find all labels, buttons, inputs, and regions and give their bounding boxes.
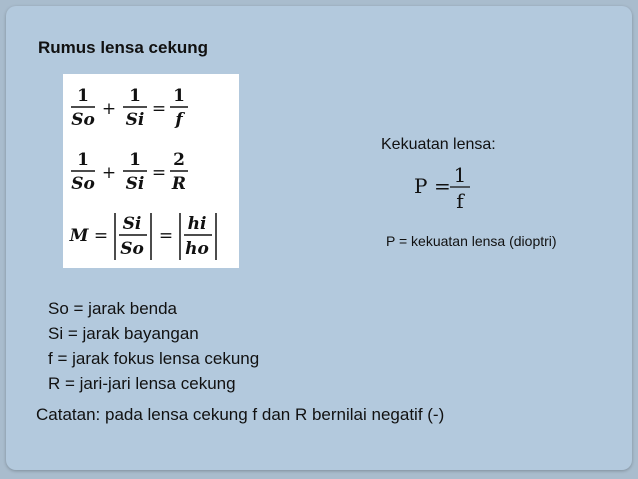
definition-so: So = jarak benda	[48, 299, 178, 318]
eq3-numerator-2: hi	[187, 214, 207, 234]
eq3-equals-1: =	[93, 226, 109, 246]
definition-si: Si = jarak bayangan	[48, 324, 199, 343]
eq3-denominator-2: ho	[185, 239, 209, 259]
eq2-equals: =	[151, 163, 167, 183]
power-denominator: f	[456, 189, 464, 213]
definition-r: R = jari-jari lensa cekung	[48, 374, 236, 393]
eq1-equals: =	[151, 99, 167, 119]
lens-power-description: P = kekuatan lensa (dioptri)	[386, 233, 557, 249]
definitions-list	[48, 296, 259, 396]
eq2-numerator-1: 1	[77, 150, 89, 170]
lens-formula-image	[63, 74, 239, 268]
power-numerator: 1	[453, 163, 467, 187]
power-equals: =	[434, 174, 451, 198]
eq2-numerator-3: 2	[173, 150, 185, 170]
lens-power-label: Kekuatan lensa:	[381, 136, 496, 153]
eq1-numerator-2: 1	[129, 86, 141, 106]
definition-f: f = jarak fokus lensa cekung	[48, 349, 260, 368]
eq1-denominator-3: f	[175, 110, 183, 130]
equation-magnification	[69, 213, 216, 260]
eq2-denominator-1: So	[71, 174, 95, 194]
eq3-equals-2: =	[158, 226, 174, 246]
eq1-numerator-1: 1	[77, 86, 89, 106]
equation-lens	[71, 86, 188, 130]
eq1-denominator-1: So	[71, 110, 95, 130]
eq1-denominator-2: Si	[125, 110, 145, 130]
eq3-lhs: M	[69, 226, 89, 246]
note-text: Catatan: pada lensa cekung f dan R bernilai negatif (-)	[36, 405, 445, 424]
eq2-numerator-2: 1	[129, 150, 141, 170]
lens-power-svg	[412, 162, 492, 216]
power-lhs: P	[414, 174, 428, 198]
eq2-plus: +	[101, 163, 117, 183]
eq1-numerator-3: 1	[173, 86, 185, 106]
eq2-denominator-3: R	[171, 174, 187, 194]
eq3-denominator-1: So	[120, 239, 144, 259]
slide-title: Rumus lensa cekung	[38, 38, 209, 57]
eq3-numerator-1: Si	[122, 214, 142, 234]
eq1-plus: +	[101, 99, 117, 119]
eq2-denominator-2: Si	[125, 174, 145, 194]
lens-formula-svg	[63, 74, 239, 268]
equation-radius	[71, 150, 188, 194]
lens-power-formula	[412, 162, 492, 216]
